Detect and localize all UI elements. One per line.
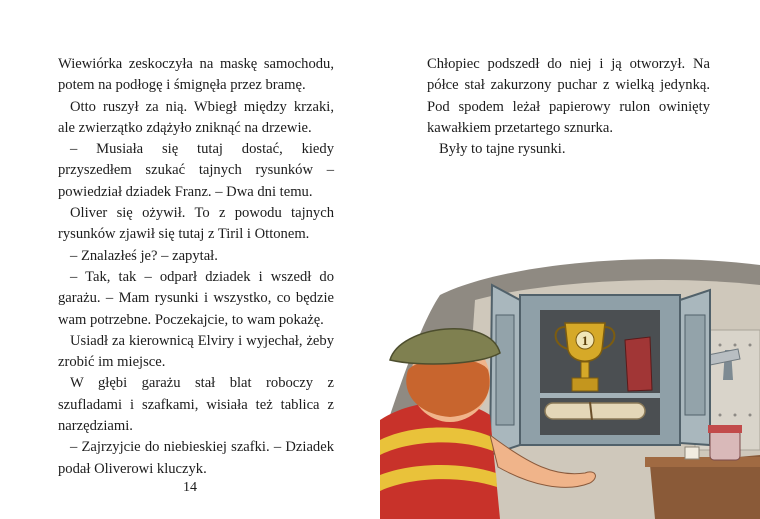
cabinet-shelf [540, 393, 660, 398]
paragraph: Były to tajne rysunki. [439, 141, 566, 158]
page-number: 14 [183, 480, 197, 495]
paragraph: – Znalazłeś je? – zapytał. [70, 247, 218, 264]
red-bag [625, 337, 652, 391]
jar-lid [708, 425, 742, 433]
paragraph: Usiadł za kierownicą Elviry i wyjechał, żeby zrobić im miejsce. [58, 332, 334, 371]
right-page-text [427, 54, 710, 160]
paragraph: Oliver się ożywił. To z powodu tajnych rysunków zjawił się tutaj z Tiril i Ottonem. [58, 205, 334, 243]
paragraph: – Zajrzyjcie do niebieskiej szafki. – Dziadek podał Oliverowi kluczyk. [58, 439, 334, 477]
paragraph: Otto ruszył za nią. Wbiegł między krzaki, ale zwierzątko zdążyło zniknąć na drzewie. [58, 98, 334, 136]
cabinet-right-door-panel [685, 315, 705, 415]
left-page-text [58, 54, 334, 480]
paragraph: W głębi garażu stał blat roboczy z szufladami i szafkami, wisiała też tablica z narzędziami. [58, 375, 334, 435]
workbench-top [645, 457, 760, 467]
paper-roll [545, 403, 645, 419]
paragraph: Wiewiórka zeskoczyła na maskę samochodu, potem na podłogę i śmignęła przez bramę. [58, 56, 334, 94]
paragraph: – Tak, tak – odparł dziadek i wszedł do garażu. – Mam rysunki i wszystko, co będzie wam potrzebne. Poczekajcie, to wam pokażę. [58, 268, 334, 328]
paragraph: Chłopiec podszedł do niej i ją otworzył. Na półce stał zakurzony puchar z wielką jedynką. Pod spodem leżał papierowy rulon owinięty kawałkiem przetartego sznurka. [427, 56, 710, 136]
garage-illustration [380, 245, 760, 519]
trophy-number: 1 [581, 333, 589, 348]
paragraph: – Musiała się tutaj dostać, kiedy przyszedłem szukać tajnych rysunków – powiedział dziadek Franz. – Dwa dni temu. [58, 141, 334, 200]
cabinet-left-door-slat [496, 315, 514, 425]
small-box [685, 447, 699, 459]
right-page [380, 0, 760, 519]
jar-icon [710, 430, 740, 460]
